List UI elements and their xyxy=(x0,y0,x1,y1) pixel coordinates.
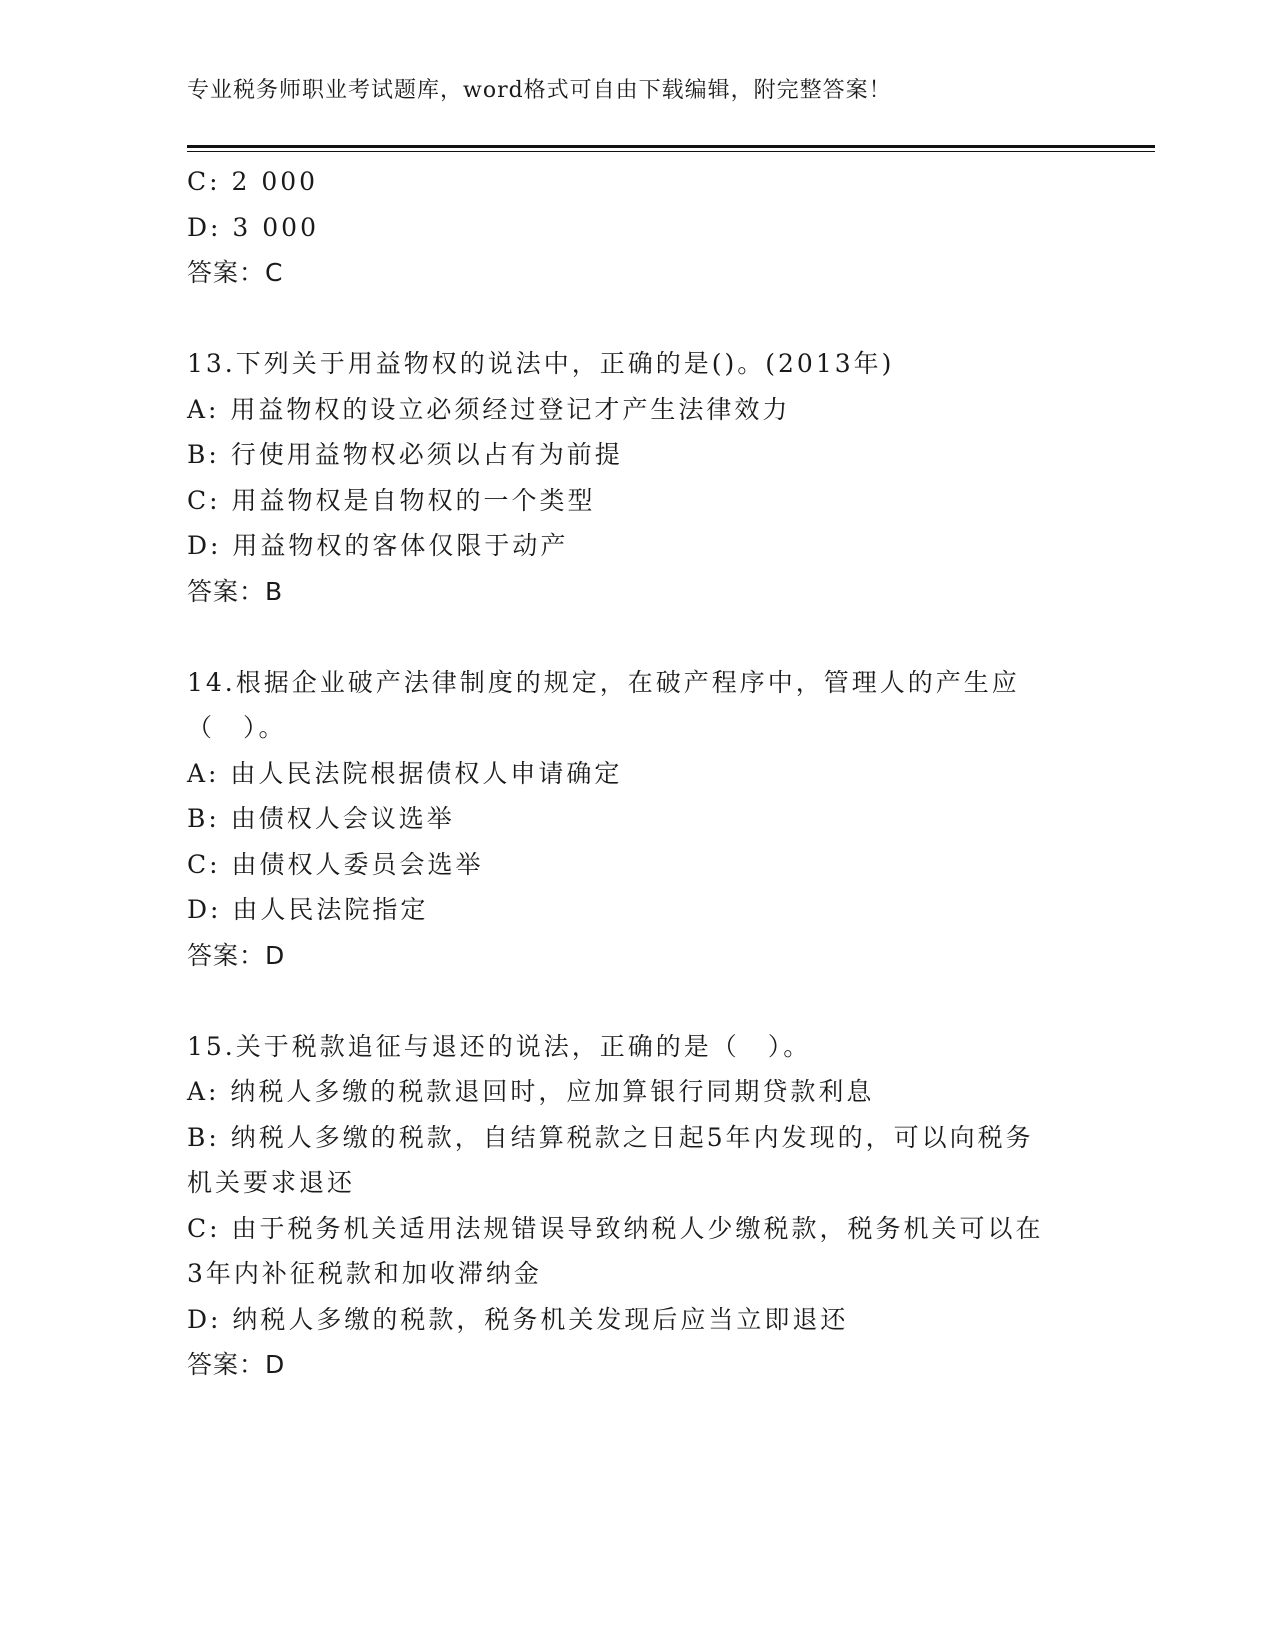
option-b-continued: 机关要求退还 xyxy=(187,1168,356,1197)
spacer xyxy=(187,296,1087,342)
option-d: D: 3 000 xyxy=(187,212,319,242)
header-rule-thick xyxy=(187,145,1155,148)
option-c: C: 由债权人委员会选举 xyxy=(187,849,484,879)
option-a: A: 由人民法院根据债权人申请确定 xyxy=(187,758,623,788)
option-d: D: 用益物权的客体仅限于动产 xyxy=(187,531,569,560)
page-header: 专业税务师职业考试题库，word格式可自由下载编辑，附完整答案！ xyxy=(187,78,892,103)
question-15-stem: 15.关于税款追征与退还的说法，正确的是（ ）。 xyxy=(187,1031,812,1061)
option-a: A: 用益物权的设立必须经过登记才产生法律效力 xyxy=(187,394,791,424)
option-c: C: 由于税务机关适用法规错误导致纳税人少缴税款，税务机关可以在 xyxy=(187,1213,1044,1243)
option-b: B: 纳税人多缴的税款，自结算税款之日起5年内发现的，可以向税务 xyxy=(187,1122,1034,1152)
spacer xyxy=(187,614,1087,660)
answer-line: 答案：D xyxy=(187,1350,286,1379)
question-14-stem-continued: （ ）。 xyxy=(187,713,287,742)
answer-line: 答案：B xyxy=(187,576,284,606)
option-c: C: 用益物权是自物权的一个类型 xyxy=(187,485,596,515)
answer-line: 答案：C xyxy=(187,258,284,287)
option-d: D: 由人民法院指定 xyxy=(187,895,429,924)
question-content xyxy=(187,159,1087,1388)
question-13-stem: 13.下列关于用益物权的说法中，正确的是()。(2013年) xyxy=(187,349,895,378)
option-c: C: 2 000 xyxy=(187,167,319,196)
option-d: D: 纳税人多缴的税款，税务机关发现后应当立即退还 xyxy=(187,1304,849,1334)
spacer xyxy=(187,978,1087,1024)
option-a: A: 纳税人多缴的税款退回时，应加算银行同期贷款利息 xyxy=(187,1077,875,1106)
option-c-continued: 3年内补征税款和加收滞纳金 xyxy=(187,1259,542,1288)
answer-line: 答案：D xyxy=(187,940,286,970)
option-b: B: 行使用益物权必须以占有为前提 xyxy=(187,440,623,469)
header-rule-thin xyxy=(187,151,1155,152)
question-14-stem: 14.根据企业破产法律制度的规定，在破产程序中，管理人的产生应 xyxy=(187,667,1020,697)
option-b: B: 由债权人会议选举 xyxy=(187,804,455,833)
